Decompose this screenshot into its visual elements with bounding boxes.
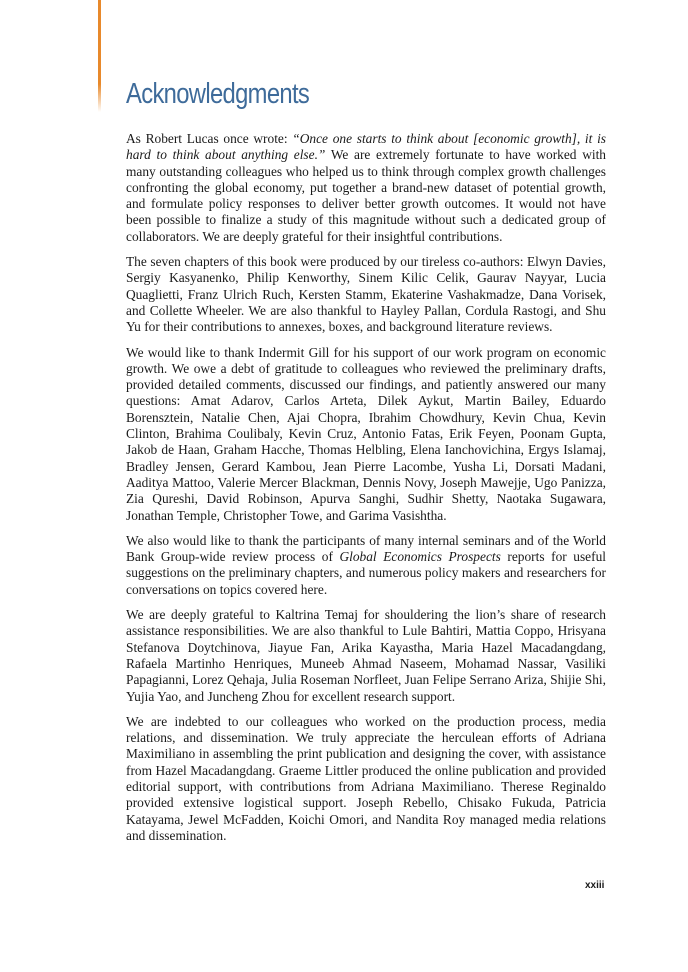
paragraph-research-assistance: We are deeply grateful to Kaltrina Temaj for shouldering the lion’s share of research assistance responsibilities. We are also thankful to Lule Bahtiri, Mattia Coppo, Hrisyana Stefanova Doytchinova, Jiayue Fan, Arika Kayastha, Maria Hazel Macadangdang, Rafaela Martinho Henriques, Muneeb Ahmad Naseem, Mohamad Nassar, Vasiliki Papagianni, Lorez Qehaja, Julia Roseman Norfleet, Juan Felipe Serrano Ariza, Shijie Shi, Yujia Yao, and Juncheng Zhou for excellent research support. — [126, 607, 606, 704]
paragraph-reviewers: We would like to thank Indermit Gill for his support of our work program on economic growth. We owe a debt of gratitude to colleagues who reviewed the preliminary drafts, provided detailed comments, discussed our findings, and patiently answered our many questions: Amat Adarov, Carlos Arteta, Dilek Aykut, Martin Bailey, Eduardo Borensztein, Natalie Chen, Ajai Chopra, Ibrahim Chowdhury, Kevin Chua, Kevin Clinton, Brahima Coulibaly, Kevin Cruz, Antonio Fatas, Erik Feyen, Poonam Gupta, Jakob de Haan, Graham Hacche, Thomas Helbling, Elena Ianchovichina, Ergys Islamaj, Bradley Jensen, Gerard Kambou, Jean Pierre Lacombe, Yusha Li, Dorsati Madani, Aaditya Mattoo, Valerie Mercer Blackman, Dennis Novy, Joseph Mawejje, Ugo Panizza, Zia Qureshi, David Robinson, Apurva Sanghi, Sudhir Shetty, Naotaka Sugawara, Jonathan Temple, Christopher Towe, and Garima Vasishtha. — [126, 344, 606, 523]
body-text — [126, 131, 606, 853]
publication-title: Global Economics Prospects — [339, 549, 501, 565]
paragraph-production: We are indebted to our colleagues who worked on the production process, media relations, and dissemination. We truly appreciate the herculean efforts of Adriana Maximiliano in assembling the print publication and designing the cover, with assistance from Hazel Macadangdang. Graeme Littler produced the online publication and provided editorial support, with contributions from Adriana Maximiliano. Therese Reginaldo provided extensive logistical support. Joseph Rebello, Chisako Fukuda, Patricia Katayama, Jewel McFadden, Koichi Omori, and Nandita Roy managed media relations and dissemination. — [126, 713, 606, 843]
paragraph-seminars — [126, 533, 606, 598]
paragraph-text: As Robert Lucas once wrote: — [126, 131, 293, 146]
paragraph-text: We are extremely fortunate to have worked with many outstanding colleagues who helped us to think through complex growth challenges confronting the global economy, put together a brand-new dataset of potential growth, and formulate policy responses to deliver better growth outcomes. It would not have been possible to finalize a study of this magnitude without such a dedicated group of collaborators. We are deeply grateful for their insightful contributions. — [126, 147, 606, 244]
paragraph-coauthors: The seven chapters of this book were produced by our tireless co-authors: Elwyn Davies, Sergiy Kasyanenko, Philip Kenworthy, Sinem Kilic Celik, Gaurav Nayyar, Lucia Quaglietti, Franz Ulrich Ruch, Kersten Stamm, Ekaterine Vashakmadze, Dana Vorisek, and Collette Wheeler. We are also thankful to Hayley Pallan, Cordula Rastogi, and Shu Yu for their contributions to annexes, boxes, and background literature reviews. — [126, 254, 606, 335]
page-title: Acknowledgments — [126, 78, 310, 110]
paragraph-text: reports for useful suggestions on the preliminary chapters, and numerous policy makers and researchers for conversations on topics covered here. — [126, 549, 606, 597]
paragraph-intro — [126, 131, 606, 245]
paragraph-text: We also would like to thank the participants of many internal seminars and of the World Bank Group-wide review process of — [126, 532, 606, 565]
accent-bar — [98, 0, 101, 112]
lucas-quote: “Once one starts to think about [economic growth], it is hard to think about anything else.” — [126, 131, 606, 163]
page-number: xxiii — [585, 880, 605, 891]
